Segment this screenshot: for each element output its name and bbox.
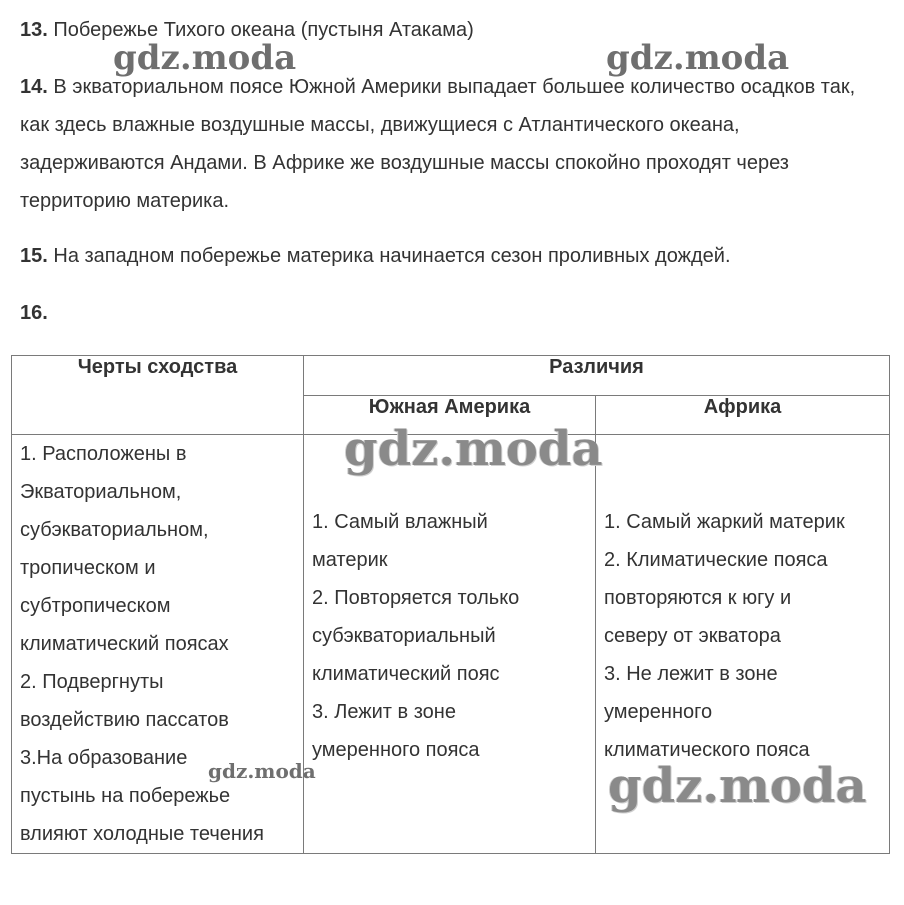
south-america-line: климатический пояс [312, 663, 500, 685]
similarity-line: 1. Расположены в [20, 443, 187, 465]
answer-15-number: 15. [20, 245, 48, 267]
similarities-cell [12, 435, 304, 854]
south-america-line: субэкваториальный [312, 625, 496, 647]
header-south-america: Южная Америка [304, 396, 596, 435]
similarity-line: 2. Подвергнуты [20, 671, 164, 693]
answer-15-text: На западном побережье материка начинается сезон проливных дождей. [53, 245, 731, 267]
similarity-line: Экваториальном, [20, 481, 182, 503]
africa-line: северу от экватора [604, 625, 781, 647]
answer-14-text: В экваториальном поясе Южной Америки выпадает большее количество осадков так, как здесь влажные воздушные массы, движущиеся с Атлантического океана, задерживаются Андами. В Африке же воздушные массы спокойно проходят через территорию материка. [20, 76, 856, 212]
answer-14-number: 14. [20, 76, 48, 98]
header-similarities: Черты сходства [12, 356, 304, 435]
africa-cell [596, 435, 890, 854]
similarity-line: климатический поясах [20, 633, 229, 655]
header-differences: Различия [304, 356, 890, 396]
similarity-line: субтропическом [20, 595, 171, 617]
watermark-top-left: gdz.moda [113, 38, 297, 78]
answer-13-text: Побережье Тихого океана (пустыня Атакама) [53, 19, 474, 41]
africa-line: 3. Не лежит в зоне [604, 663, 778, 685]
header-africa: Африка [596, 396, 890, 435]
answer-14 [20, 68, 884, 220]
answer-15 [20, 237, 884, 275]
south-america-line: материк [312, 549, 388, 571]
africa-list [596, 435, 889, 769]
south-america-line: умеренного пояса [312, 739, 480, 761]
south-america-cell [304, 435, 596, 854]
similarity-line: тропическом и [20, 557, 156, 579]
similarity-line: 3.На образование [20, 747, 188, 769]
south-america-list [304, 435, 595, 769]
answer-13 [20, 11, 884, 49]
watermark-small: gdz.moda [208, 759, 316, 783]
similarity-line: влияют холодные течения [20, 823, 264, 845]
africa-line: климатического пояса [604, 739, 810, 761]
watermark-top-right: gdz.moda [606, 38, 790, 78]
watermark-table-center: gdz.moda [344, 421, 603, 477]
comparison-table [11, 355, 890, 854]
africa-line: повторяются к югу и [604, 587, 792, 609]
similarities-list [12, 435, 303, 853]
africa-line: 2. Климатические пояса [604, 549, 828, 571]
answer-13-number: 13. [20, 19, 48, 41]
answer-16 [20, 294, 884, 332]
south-america-line: 1. Самый влажный [312, 511, 488, 533]
answer-16-number: 16. [20, 302, 48, 324]
south-america-line: 3. Лежит в зоне [312, 701, 456, 723]
south-america-line: 2. Повторяется только [312, 587, 520, 609]
similarity-line: воздействию пассатов [20, 709, 229, 731]
similarity-line: субэкваториальном, [20, 519, 209, 541]
africa-line: 1. Самый жаркий материк [604, 511, 845, 533]
similarity-line: пустынь на побережье [20, 785, 231, 807]
africa-line: умеренного [604, 701, 713, 723]
watermark-bottom-right: gdz.moda [608, 758, 867, 814]
